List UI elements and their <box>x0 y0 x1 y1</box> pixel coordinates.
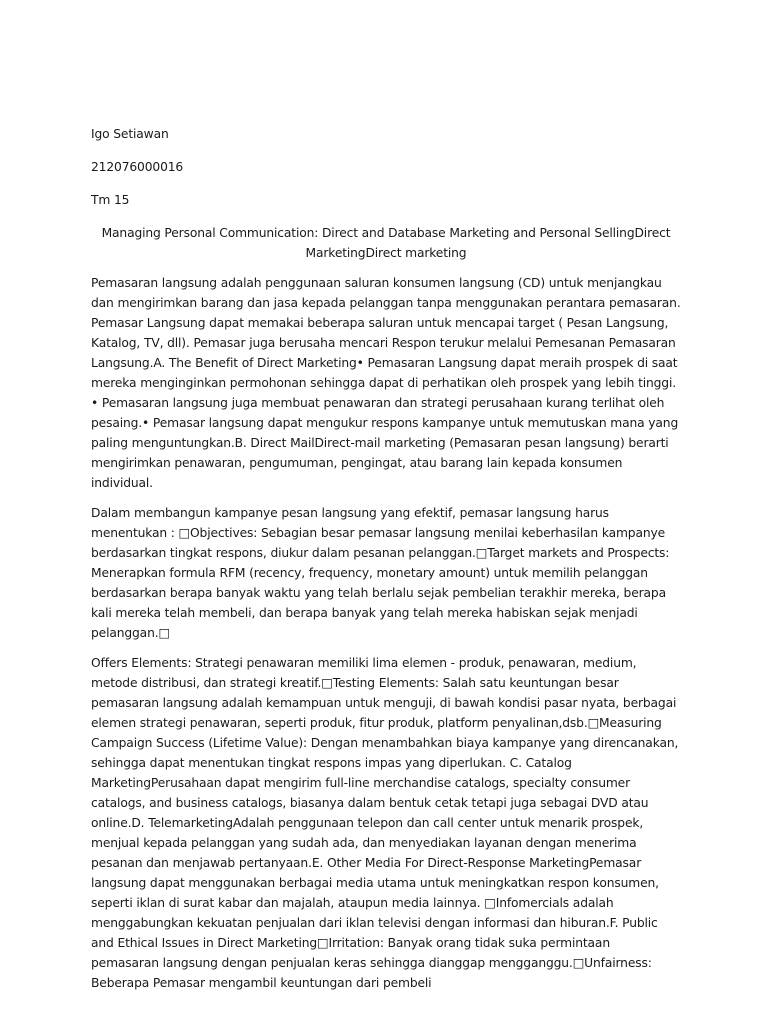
paragraph-1: Pemasaran langsung adalah penggunaan saluran konsumen langsung (CD) untuk menjangkau dan mengirimkan barang dan jasa kepada pelanggan tanpa menggunakan perantara pemasaran. Pemasar Langsung dapat memakai beberapa saluran untuk mencapai target ( Pesan Langsung, Katalog, TV, dll). Pemasar juga berusaha mencari Respon terukur melalui Pemesanan Pemasaran Langsung.A. The Benefit of Direct Marketing• Pemasaran Langsung dapat meraih prospek di saat mereka menginginkan permohonan sehingga dapat di perhatikan oleh prospek yang lebih tinggi. • Pemasaran langsung juga membuat penawaran dan strategi perusahaan kurang terlihat oleh pesaing.• Pemasar langsung dapat mengukur respons kampanye untuk memutuskan mana yang paling menguntungkan.B. Direct MailDirect-mail marketing (Pemasaran pesan langsung) berarti mengirimkan penawaran, pengumuman, pengingat, atau barang lain kepada konsumen individual. <box>91 276 681 490</box>
document-body <box>91 124 681 1003</box>
meeting-label: Tm 15 <box>91 193 130 207</box>
paragraph-3: Offers Elements: Strategi penawaran memiliki lima elemen - produk, penawaran, medium, metode distribusi, dan strategi kreatif.□Testing Elements: Salah satu keuntungan besar pemasaran langsung adalah kemampuan untuk menguji, di bawah kondisi pasar nyata, berbagai elemen strategi penawaran, seperti produk, fitur produk, platform penyalinan,dsb.□Measuring Campaign Success (Lifetime Value): Dengan menambahkan biaya kampanye yang direncanakan, sehingga dapat menentukan tingkat respons impas yang diperlukan. C. Catalog MarketingPerusahaan dapat mengirim full-line merchandise catalogs, specialty consumer catalogs, and business catalogs, biasanya dalam bentuk cetak tetapi juga sebagai DVD atau online.D. TelemarketingAdalah penggunaan telepon dan call center untuk menarik prospek, menjual kepada pelanggan yang sudah ada, dan menyediakan layanan dengan menerima pesanan dan menjawab pertanyaan.E. Other Media For Direct-Response MarketingPemasar langsung dapat menggunakan berbagai media utama untuk meningkatkan respon konsumen, seperti iklan di surat kabar dan majalah, ataupun media lainnya. □Infomercials adalah menggabungkan kekuatan penjualan dari iklan televisi dengan informasi dan hiburan.F. Public and Ethical Issues in Direct Marketing□Irritation: Banyak orang tidak suka permintaan pemasaran langsung dengan penjualan keras sehingga dianggap mengganggu.□Unfairness: Beberapa Pemasar mengambil keuntungan dari pembeli <box>91 656 679 990</box>
document-title: Managing Personal Communication: Direct and Database Marketing and Personal SellingDirect MarketingDirect marketing <box>101 226 671 260</box>
student-id: 212076000016 <box>91 160 184 174</box>
author-name: Igo Setiawan <box>91 127 169 141</box>
paragraph-2: Dalam membangun kampanye pesan langsung yang efektif, pemasar langsung harus menentukan : □Objectives: Sebagian besar pemasar langsung menilai keberhasilan kampanye berdasarkan tingkat respons, diukur dalam pesanan pelanggan.□Target markets and Prospects: Menerapkan formula RFM (recency, frequency, monetary amount) untuk memilih pelanggan berdasarkan berapa banyak waktu yang telah berlalu sejak pembelian terakhir mereka, berapa kali mereka telah membeli, dan berapa banyak yang telah mereka habiskan sejak menjadi pelanggan.□ <box>91 506 670 640</box>
